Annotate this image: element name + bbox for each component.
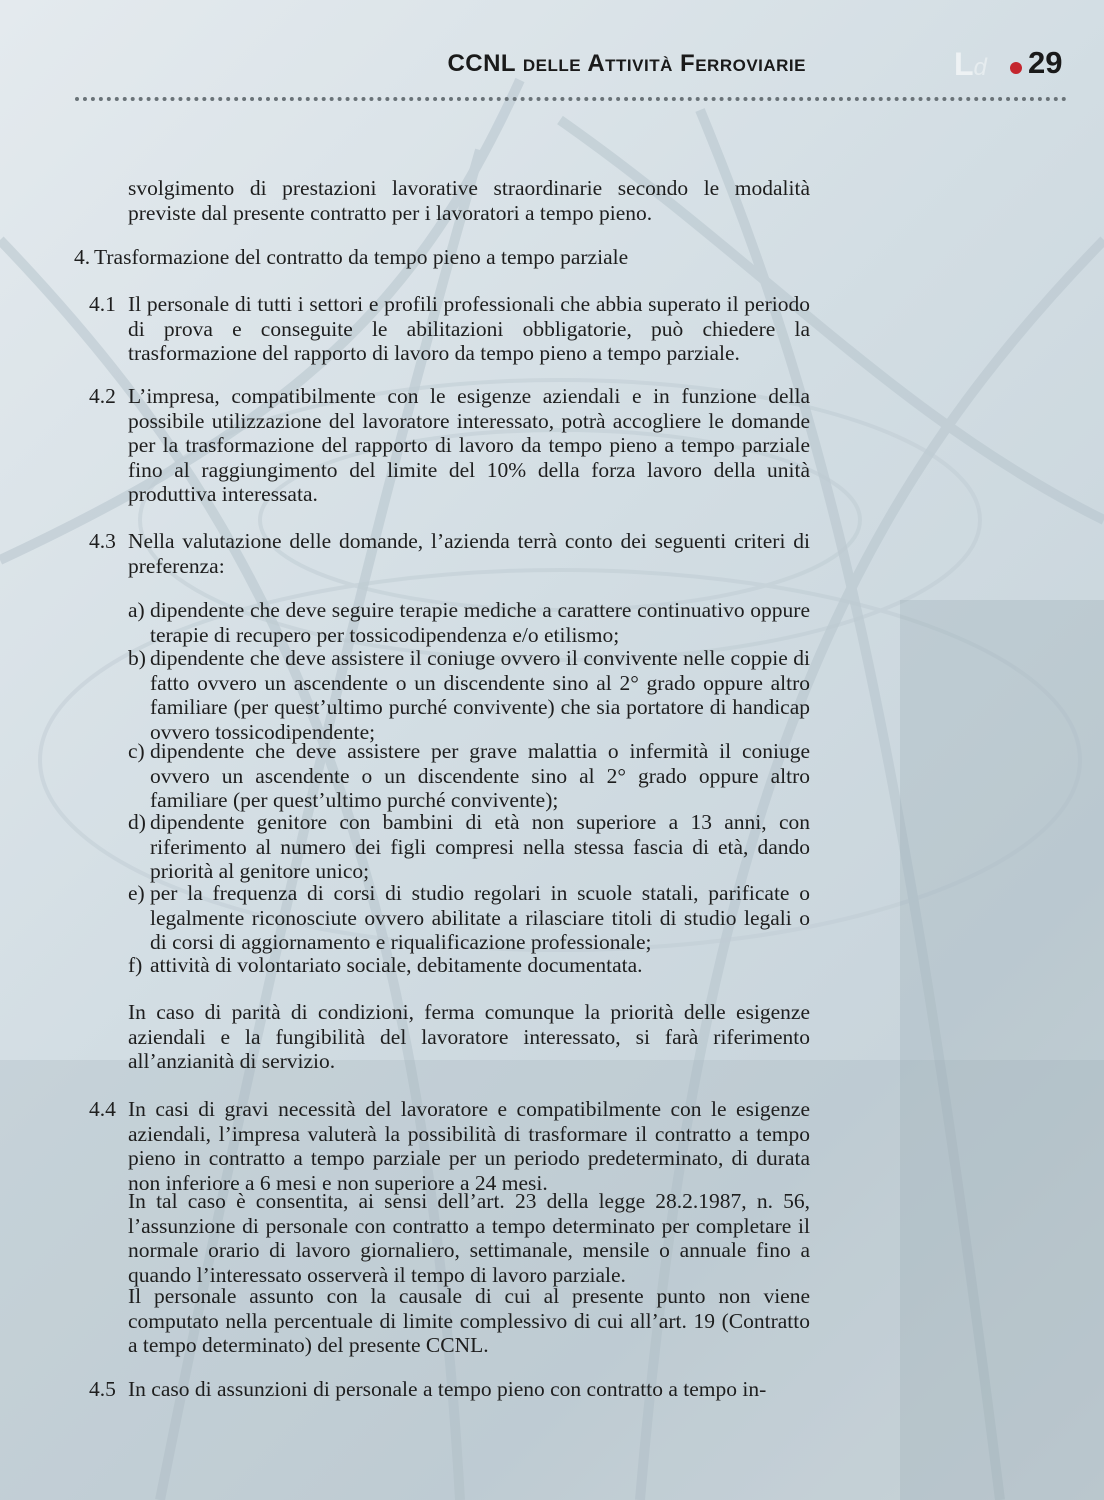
item-text: attività di volontariato sociale, debitamente documentata. — [150, 953, 643, 977]
section-number: 4. — [74, 245, 91, 269]
paragraph-number: 4.1 — [89, 292, 116, 316]
item-letter: b) — [128, 646, 146, 670]
logo-letter-italic: d — [973, 54, 987, 81]
item-letter: c) — [128, 739, 145, 763]
header-title: CCNL delle Attività Ferroviarie — [447, 50, 806, 77]
paragraph-text: In casi di gravi necessità del lavoratore e compatibilmente con le esigenze aziendali, l’impresa valuterà la possibilità di trasformare il contratto a tempo pieno in contratto a tempo parziale per un periodo predeterminato, di durata non inferiore a 6 mesi e non superiore a 24 mesi. — [128, 1097, 810, 1195]
item-text: dipendente che deve seguire terapie mediche a carattere continuativo oppure terapie di recupero per tossicodipendenza e/o etilismo; — [150, 598, 810, 647]
section-heading: Trasformazione del contratto da tempo pieno a tempo parziale — [94, 245, 629, 269]
continuation-paragraph: svolgimento di prestazioni lavorative straordinarie secondo le modalità previste dal presente contratto per i lavoratori a tempo pieno. — [128, 176, 810, 225]
paragraph-4-4-continued: In tal caso è consentita, ai sensi dell’art. 23 della legge 28.2.1987, n. 56, l’assunzione di personale con contratto a tempo determinato per completare il normale orario di lavoro giornaliero, settimanale, mensile o annuale fino a quando l’interessato osserverà il tempo di lavoro parziale. — [128, 1189, 810, 1287]
paragraph-text: Nella valutazione delle domande, l’azienda terrà conto dei seguenti criteri di preferenza: — [128, 529, 810, 578]
paragraph-text: L’impresa, compatibilmente con le esigenze aziendali e in funzione della possibile utilizzazione del lavoratore interessato, potrà accogliere le domande per la trasformazione del rapporto di lavoro da tempo pieno a tempo parziale fino al raggiungimento del limite del 10% della forza lavoro della unità produttiva interessata. — [128, 384, 810, 506]
paragraph-number: 4.5 — [89, 1377, 116, 1401]
paragraph-4-4-note: Il personale assunto con la causale di cui al presente punto non viene computato nella percentuale di limite complessivo di cui all’art. 19 (Contratto a tempo determinato) del presente CCNL. — [128, 1284, 810, 1357]
item-text: dipendente genitore con bambini di età non superiore a 13 anni, con riferimento al numero dei figli compresi nella stessa fascia di età, dando priorità al genitore unico; — [150, 810, 810, 883]
item-text: dipendente che deve assistere il coniuge ovvero il convivente nelle coppie di fatto ovvero un ascendente o un discendente sino al 2° grado oppure altro familiare (per quest’ultimo purché convivente) che sia portatore di handicap ovvero tossicodipendente; — [150, 646, 810, 744]
item-letter: f) — [128, 953, 143, 977]
closing-paragraph: In caso di parità di condizioni, ferma comunque la priorità delle esigenze aziendali e la fungibilità del lavoratore interessato, si farà riferimento all’anzianità di servizio. — [128, 1000, 810, 1073]
item-letter: e) — [128, 881, 145, 905]
item-text: dipendente che deve assistere per grave malattia o infermità il coniuge ovvero un ascendente o un discendente sino al 2° grado oppure altro familiare (per quest’ultimo purché convivente); — [150, 739, 810, 812]
item-letter: d) — [128, 810, 146, 834]
paragraph-text: Il personale di tutti i settori e profili professionali che abbia superato il periodo di prova e conseguite le abilitazioni obbligatorie, può chiedere la trasformazione del rapporto di lavoro da tempo pieno a tempo parziale. — [128, 292, 810, 365]
item-letter: a) — [128, 598, 145, 622]
paragraph-number: 4.3 — [89, 529, 116, 553]
logo-letter: L — [954, 46, 974, 82]
page-number: 29 — [1028, 45, 1063, 80]
item-text: per la frequenza di corsi di studio regolari in scuole statali, parificate o legalmente riconosciute ovvero abilitate a rilasciare titoli di studio legali o di corsi di aggiornamento e riqualificazione professionale; — [150, 881, 810, 954]
paragraph-text: In caso di assunzioni di personale a tempo pieno con contratto a tempo in- — [128, 1377, 767, 1401]
paragraph-number: 4.2 — [89, 384, 116, 408]
paragraph-number: 4.4 — [89, 1097, 116, 1121]
